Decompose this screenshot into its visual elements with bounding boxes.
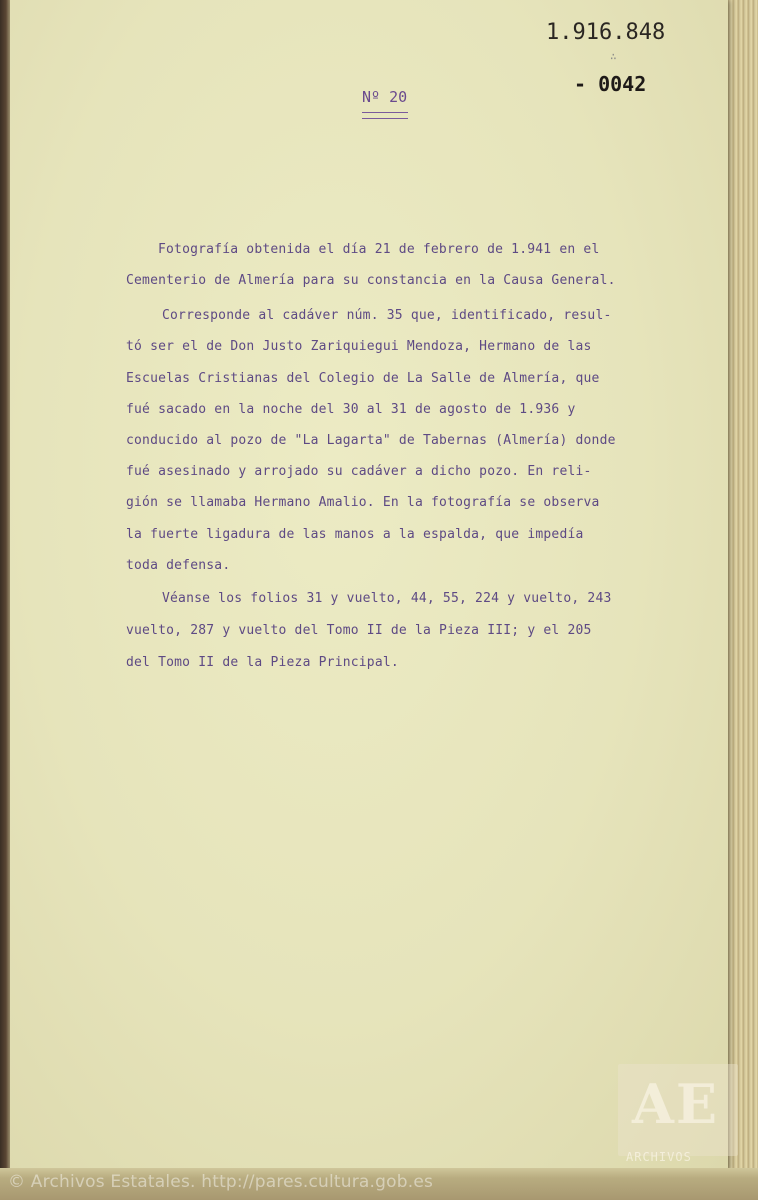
text-line: Fotografía obtenida el día 21 de febrero de 1.941 en el <box>158 242 600 257</box>
copyright-credit: © Archivos Estatales. http://pares.cultura.gob.es <box>8 1172 434 1192</box>
text-line: Corresponde al cadáver núm. 35 que, identificado, resul- <box>162 308 612 323</box>
document-page <box>10 0 728 1172</box>
folio-number: 1.916.848 <box>546 20 666 45</box>
document-number-underline <box>362 112 408 119</box>
stamp-smudge-icon: ∴ <box>610 50 617 63</box>
archive-logo-subtitle: ARCHIVOS <box>626 1150 692 1164</box>
text-line: conducido al pozo de "La Lagarta" de Tabernas (Almería) donde <box>126 433 616 448</box>
text-line: tó ser el de Don Justo Zariquiegui Mendoza, Hermano de las <box>126 339 592 354</box>
text-line: del Tomo II de la Pieza Principal. <box>126 655 399 670</box>
text-line: la fuerte ligadura de las manos a la espalda, que impedía <box>126 527 584 542</box>
text-line: gión se llamaba Hermano Amalio. En la fotografía se observa <box>126 495 600 510</box>
text-line: fué sacado en la noche del 30 al 31 de agosto de 1.936 y <box>126 402 576 417</box>
text-line: Escuelas Cristianas del Colegio de La Salle de Almería, que <box>126 371 600 386</box>
document-number: Nº 20 <box>362 88 408 106</box>
text-line: Véanse los folios 31 y vuelto, 44, 55, 224 y vuelto, 243 <box>162 591 612 606</box>
text-line: Cementerio de Almería para su constancia en la Causa General. <box>126 273 616 288</box>
text-line: fué asesinado y arrojado su cadáver a dicho pozo. En reli- <box>126 464 592 479</box>
text-line: vuelto, 287 y vuelto del Tomo II de la Pieza III; y el 205 <box>126 623 592 638</box>
text-line: toda defensa. <box>126 558 231 573</box>
archive-logo: AE <box>632 1072 720 1136</box>
sheet-number: - 0042 <box>574 72 647 96</box>
